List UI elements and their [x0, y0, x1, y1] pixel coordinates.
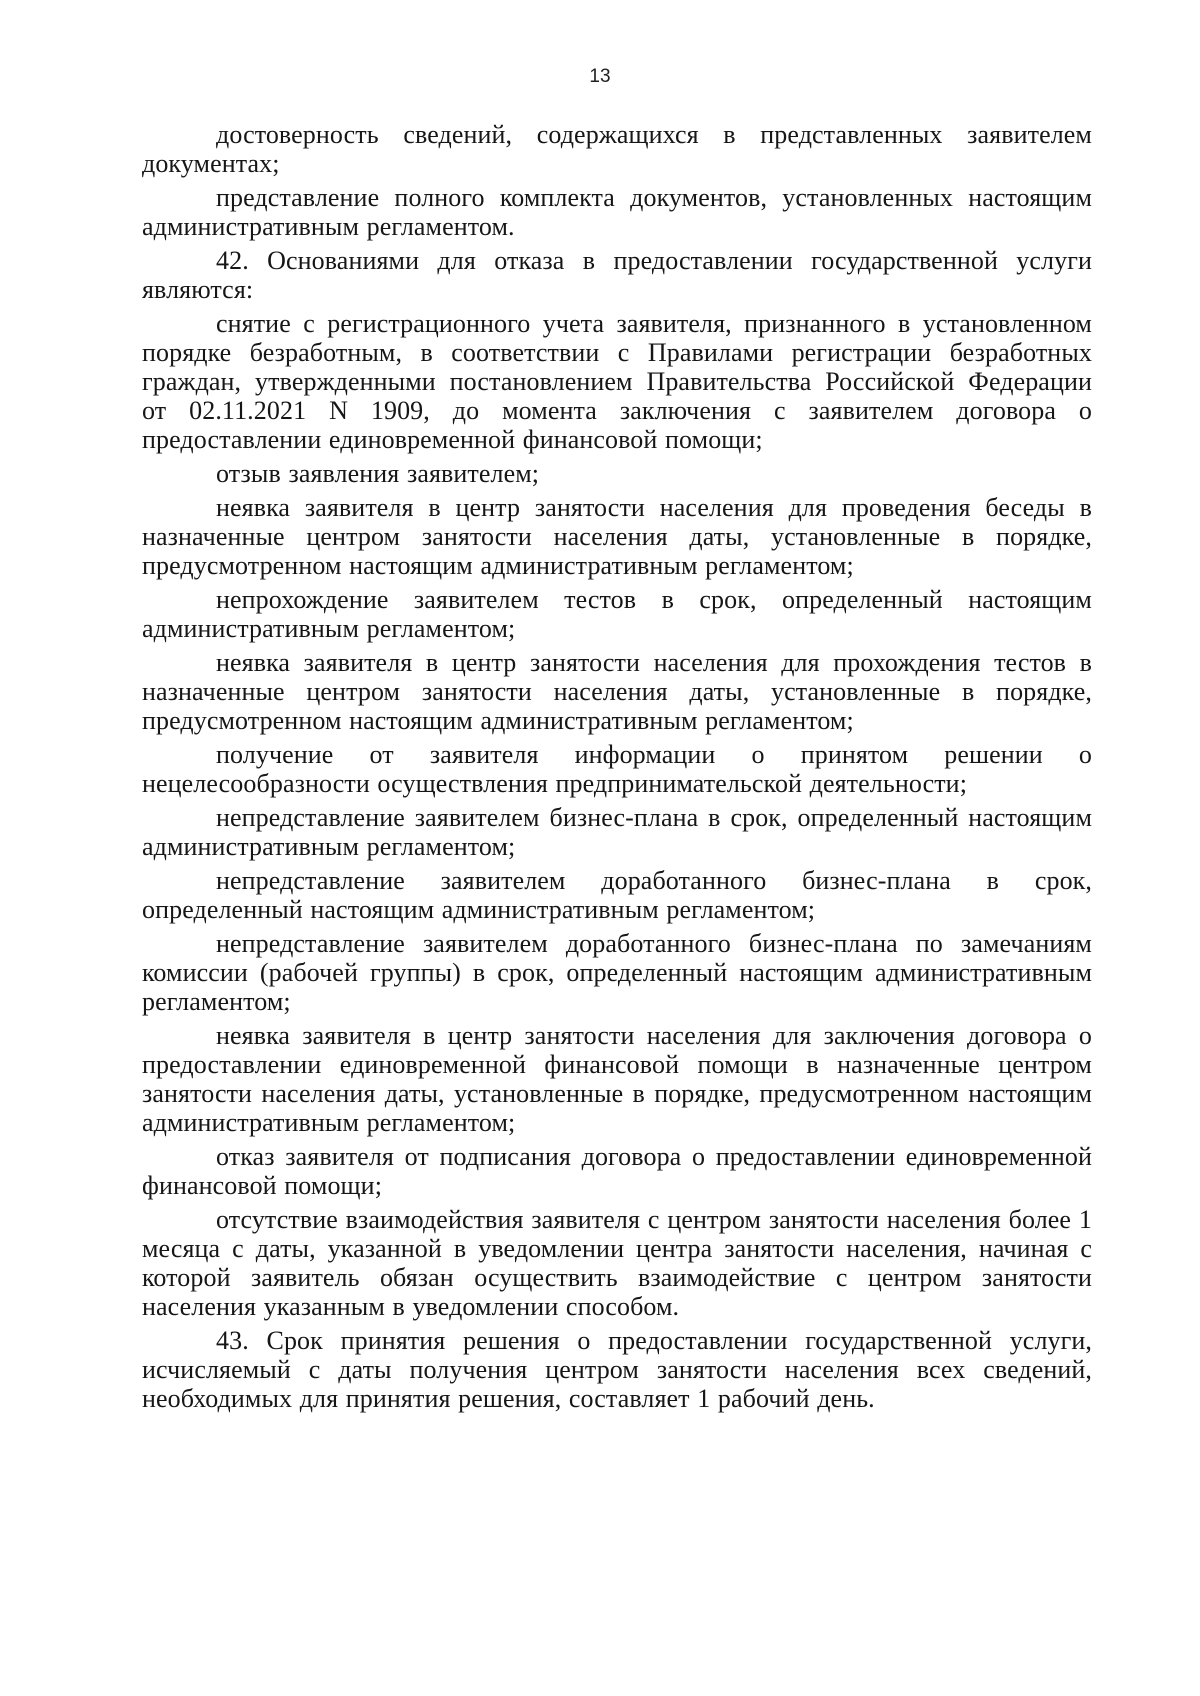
paragraph: неявка заявителя в центр занятости населения для прохождения тестов в назначенные центром занятости населения даты, установленные в порядке, предусмотренном настоящим административным регламентом; [142, 648, 1092, 735]
paragraph: непредставление заявителем доработанного бизнес-плана в срок, определенный настоящим административным регламентом; [142, 866, 1092, 924]
page-number: 13 [589, 66, 611, 87]
paragraph: 43. Срок принятия решения о предоставлении государственной услуги, исчисляемый с даты получения центром занятости населения всех сведений, необходимых для принятия решения, составляет 1 рабочий день. [142, 1326, 1092, 1413]
paragraph: неявка заявителя в центр занятости населения для проведения беседы в назначенные центром занятости населения даты, установленные в порядке, предусмотренном настоящим административным регламентом; [142, 493, 1092, 580]
paragraph: представление полного комплекта документов, установленных настоящим административным регламентом. [142, 183, 1092, 241]
paragraph: получение от заявителя информации о принятом решении о нецелесообразности осуществления предпринимательской деятельности; [142, 740, 1092, 798]
paragraph: непрохождение заявителем тестов в срок, определенный настоящим административным регламентом; [142, 585, 1092, 643]
paragraph: 42. Основаниями для отказа в предоставлении государственной услуги являются: [142, 246, 1092, 304]
paragraph: непредставление заявителем доработанного бизнес-плана по замечаниям комиссии (рабочей группы) в срок, определенный настоящим административным регламентом; [142, 929, 1092, 1016]
paragraph: достоверность сведений, содержащихся в представленных заявителем документах; [142, 120, 1092, 178]
paragraph: отсутствие взаимодействия заявителя с центром занятости населения более 1 месяца с даты, указанной в уведомлении центра занятости населения, начиная с которой заявитель обязан осуществить взаимодействие с центром занятости населения указанным в уведомлении способом. [142, 1205, 1092, 1321]
paragraph: непредставление заявителем бизнес-плана в срок, определенный настоящим административным регламентом; [142, 803, 1092, 861]
paragraph: отказ заявителя от подписания договора о предоставлении единовременной финансовой помощи; [142, 1142, 1092, 1200]
paragraph: снятие с регистрационного учета заявителя, признанного в установленном порядке безработным, в соответствии с Правилами регистрации безработных граждан, утвержденными постановлением Правительства Российской Федерации от 02.11.2021 N 1909, до момента заключения с заявителем договора о предоставлении единовременной финансовой помощи; [142, 309, 1092, 454]
paragraph: отзыв заявления заявителем; [216, 459, 540, 488]
document-body [142, 120, 1092, 1418]
paragraph: неявка заявителя в центр занятости населения для заключения договора о предоставлении единовременной финансовой помощи в назначенные центром занятости населения даты, установленные в порядке, предусмотренном настоящим административным регламентом; [142, 1021, 1092, 1137]
